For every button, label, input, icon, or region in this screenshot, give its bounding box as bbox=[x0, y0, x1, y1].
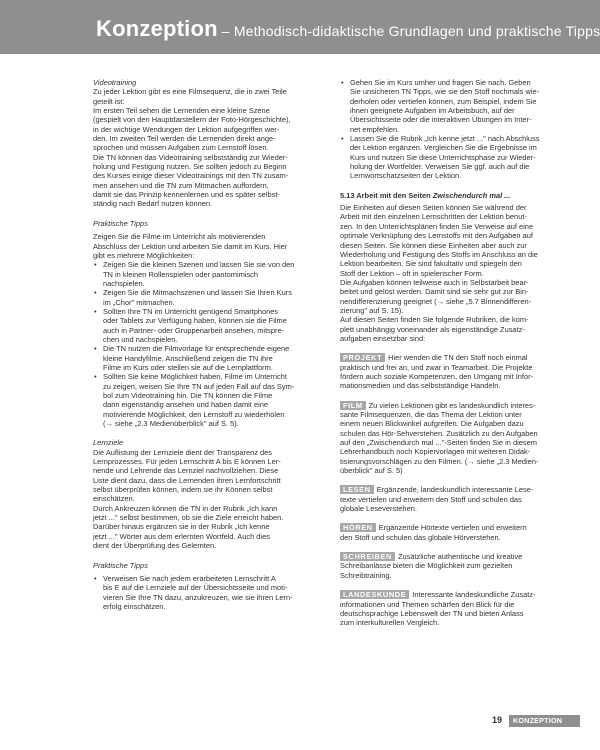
tips1-heading: Praktische Tipps bbox=[93, 218, 148, 228]
text-line: einschätzen. bbox=[93, 494, 135, 504]
bullet-line: der Lektion ergänzen. Vergleichen Sie die Ergebnisse im bbox=[350, 143, 537, 153]
text-line: Auf diesen Seiten finden Sie folgende Rubriken, die kom- bbox=[340, 315, 529, 325]
bullet-line: erfolg einschätzen. bbox=[103, 601, 166, 611]
tips1-list bbox=[93, 260, 325, 428]
bullet-item bbox=[93, 344, 325, 372]
right-top-list bbox=[340, 78, 572, 181]
bullet-line: chen und nachspielen. bbox=[103, 334, 178, 344]
rubric-line: Lehrerhandbuch noch Kopiervorlagen mit weiteren Didak- bbox=[340, 447, 531, 457]
bullet-line: • Lassen Sie die Rubrik „Ich kenne jetzt ..." nach Abschluss bbox=[350, 134, 540, 144]
rubric-hören bbox=[340, 523, 572, 542]
text-line: jetzt ..." selbst bestimmen, ob sie die Ziele erreicht haben. bbox=[93, 513, 284, 523]
bullet-line: Kurs und nutzen Sie diese Unterrichtsphase zur Wieder- bbox=[350, 152, 536, 162]
text-line: zierung" auf S. 15). bbox=[340, 305, 404, 315]
rubric-schreiben bbox=[340, 552, 572, 580]
text-line: plett unabhängig voneinander als eigenständige Zusatz- bbox=[340, 324, 525, 334]
videotraining-heading: Videotraining bbox=[93, 78, 137, 87]
section-title-italic: Zwischendurch mal ... bbox=[432, 190, 511, 200]
rubric-text: Ergänzende, landeskundlich interessante Lese- bbox=[376, 485, 534, 495]
text-line: men ansehen und die TN zum Mitmachen auffordern, bbox=[93, 180, 269, 190]
left-column bbox=[93, 78, 325, 611]
page-number: 19 bbox=[492, 715, 503, 725]
bullet-line: Filme im Kurs oder stellen sie auf die Lernplattform. bbox=[103, 362, 273, 372]
bullet-line: • Zeigen Sie die kleinen Szenen und lassen Sie sie von den bbox=[103, 260, 295, 270]
text-line: nende und Lehrende das Lernziel nachvollziehen. Diese bbox=[93, 466, 279, 476]
rubric-first-line bbox=[340, 401, 572, 410]
text-line: Im ersten Teil sehen die Lernenden eine kleine Szene bbox=[93, 106, 270, 116]
bullet-item bbox=[93, 574, 325, 611]
rubric-tag: HÖREN bbox=[340, 523, 376, 532]
rubric-line: informationen und Themen schärfen den Blick für die bbox=[340, 599, 515, 609]
rubric-line: zum interkulturellen Vergleich. bbox=[340, 618, 440, 628]
rubric-line: fördern auch soziale Kompetenzen, den Umgang mit Infor- bbox=[340, 371, 534, 381]
rubric-tag: FILM bbox=[340, 401, 366, 410]
rubric-film bbox=[340, 401, 572, 476]
bullet-line: im „Chor" mitmachen. bbox=[103, 297, 175, 307]
bullet-line: (→ siehe „2.3 Medienüberblick" auf S. 5). bbox=[103, 419, 239, 429]
text-line: aufgaben einsetzbar sind: bbox=[340, 333, 426, 343]
header-text bbox=[96, 16, 600, 42]
section-heading bbox=[340, 191, 572, 200]
bullet-item bbox=[93, 260, 325, 288]
bullet-line: ihnen geeignete Aufgaben im Arbeitsbuch, auf der bbox=[350, 106, 515, 116]
text-line: holung und Festigung nutzen. Sie sollten jedoch zu Beginn bbox=[93, 162, 287, 172]
rubric-text: Hier wenden die TN den Stoff noch einmal bbox=[388, 353, 528, 363]
rubric-line: schulen das Hör-Sehverstehen. Zusätzlich zu den Aufgaben bbox=[340, 428, 538, 438]
rubric-tag: PROJEKT bbox=[340, 353, 385, 362]
rubric-lesen bbox=[340, 485, 572, 513]
videotraining-text bbox=[93, 87, 325, 208]
bullet-line: oder Tablets zur Verfügung haben, können sie die Filme bbox=[103, 316, 287, 326]
text-line: Zeigen Sie die Filme im Unterricht als motivierenden bbox=[93, 232, 266, 242]
text-line: zen. In den Unterrichtsplänen finden Sie Verweise auf eine bbox=[340, 221, 534, 231]
right-column bbox=[340, 78, 572, 628]
rubric-text: Zu vielen Lektionen gibt es landeskundlich interes- bbox=[368, 400, 536, 410]
bullet-item bbox=[93, 288, 325, 307]
lernziele-heading: Lernziele bbox=[93, 438, 124, 448]
bullet-item bbox=[93, 307, 325, 344]
rubric-first-line bbox=[340, 590, 572, 599]
rubric-line: Schreibanlässe bieten die Möglichkeit zum gezielten bbox=[340, 561, 513, 571]
rubric-text: Zusätzliche authentische und kreative bbox=[397, 552, 523, 562]
tips1-intro bbox=[93, 232, 325, 260]
bullet-line: holung der Wortfelder. Verweisen Sie ggf. auch auf die bbox=[350, 162, 530, 172]
rubric-line: globale Leseverstehen. bbox=[340, 504, 417, 514]
text-line: Darüber hinaus ergänzen sie in der Rubrik „Ich kenne bbox=[93, 522, 270, 532]
rubric-line: texte vertiefen und erweitern den Stoff und schulen das bbox=[340, 494, 522, 504]
rubric-landeskunde bbox=[340, 590, 572, 627]
rubric-line: praktisch und frei an, und zwar in Teamarbeit. Die Projekte bbox=[340, 362, 533, 372]
bullet-item bbox=[340, 78, 572, 134]
bullet-line: zu zeigen, weisen Sie Ihre TN auf jeden Fall auf das Sym- bbox=[103, 381, 295, 391]
text-line: sprochen und müssen Aufgaben zum Lernstoff lösen. bbox=[93, 143, 269, 153]
rubrics-list bbox=[340, 353, 572, 627]
text-line: Durch Ankreuzen können die TN in der Rubrik „Ich kann bbox=[93, 503, 278, 513]
bullet-line: net empfehlen. bbox=[350, 124, 400, 134]
text-line: nendifferenzierung geeignet (→ siehe „5.7 Binnendifferen- bbox=[340, 296, 532, 306]
rubric-line: den Stoff und schulen das globale Hörverstehen. bbox=[340, 532, 501, 542]
text-line: Stoff der Lektion – oft in spielerischer Form. bbox=[340, 268, 484, 278]
rubric-first-line bbox=[340, 523, 572, 532]
bullet-line: motivierende Möglichkeit, den Lernstoff zu wiederholen bbox=[103, 409, 285, 419]
footer-section-badge: KONZEPTION bbox=[509, 715, 580, 727]
bullet-line: auch in Partner- oder Gruppenarbeit ansehen, mitspre- bbox=[103, 325, 285, 335]
bullet-line: TN in kleinen Rollenspielen oder pantomimisch bbox=[103, 269, 259, 279]
text-line: des Kurses einige dieser Videotrainings mit den TN zusam- bbox=[93, 171, 289, 181]
bullet-line: • Sollten Sie keine Möglichkeit haben, Filme im Unterricht bbox=[103, 372, 287, 382]
rubric-line: auf den „Zwischendurch mal ..."-Seiten finden Sie in diesem bbox=[340, 438, 537, 448]
text-line: den. Im zweiten Teil werden die Lernenden direkt ange- bbox=[93, 134, 276, 144]
section-text bbox=[340, 203, 572, 343]
bullet-line: Lernwortschatzseiten der Lektion. bbox=[350, 171, 462, 181]
bullet-line: • Sollten Ihre TN im Unterricht genügend Smartphones bbox=[103, 306, 279, 316]
rubric-first-line bbox=[340, 552, 572, 561]
text-line: Lektion bearbeiten. Sie sind fakultativ und spiegeln den bbox=[340, 259, 522, 269]
bullet-item bbox=[340, 134, 572, 181]
rubric-line: überblick" auf S. 5) bbox=[340, 466, 403, 476]
bullet-line: • Gehen Sie im Kurs umher und fragen Sie nach. Geben bbox=[350, 78, 531, 87]
tips2-list bbox=[93, 574, 325, 611]
text-line: Die Aufgaben können teilweise auch in Selbstarbeit bear- bbox=[340, 277, 529, 287]
rubric-tag: LESEN bbox=[340, 485, 374, 494]
text-line: Zu jeder Lektion gibt es eine Filmsequenz, die in zwei Teile bbox=[93, 87, 287, 97]
bullet-line: nachspielen. bbox=[103, 278, 145, 288]
rubric-first-line bbox=[340, 353, 572, 362]
rubric-projekt bbox=[340, 353, 572, 390]
text-line: damit sie das Prinzip kennenlernen und es später selbst- bbox=[93, 190, 280, 200]
rubric-line: sante Filmsequenzen, die das Thema der Lektion unter bbox=[340, 410, 522, 419]
text-line: Die Auflistung der Lernziele dient der Transparenz des bbox=[93, 447, 273, 457]
lernziele-text bbox=[93, 448, 325, 551]
text-line: (gespielt von den Hauptdarstellern der Foto-Hörgeschichte), bbox=[93, 115, 291, 125]
bullet-line: vieren Sie Ihre TN dazu, anzukreuzen, wie sie ihren Lern- bbox=[103, 592, 293, 602]
text-line: ständig nach Bedarf nutzen können. bbox=[93, 199, 213, 209]
text-line: diesen Seiten. Sie können diese Einheiten aber auch zur bbox=[340, 240, 527, 250]
rubric-line: einem neuen Blickwinkel aufgreifen. Die Aufgaben dazu bbox=[340, 419, 524, 429]
bullet-line: bis E auf die Lernziele auf der Übersichtsseite und moti- bbox=[103, 583, 288, 593]
text-line: optimale Verknüpfung des Lernstoffs mit den Aufgaben auf bbox=[340, 231, 533, 241]
rubric-text: Interessante landeskundliche Zusatz- bbox=[412, 590, 536, 600]
rubric-line: tisierungsvorschlägen zu den Filmen. (→ siehe „2.3 Medien- bbox=[340, 456, 539, 466]
text-line: in der wichtige Wendungen der Lektion aufgegriffen wer- bbox=[93, 124, 280, 134]
text-line: Lernprozesses. Für jeden Lernschritt A bis E können Ler- bbox=[93, 457, 281, 467]
tips2-heading: Praktische Tipps bbox=[93, 560, 148, 570]
rubric-line: deutschsprachige Lebenswelt der TN und bieten Anlass bbox=[340, 608, 524, 618]
rubric-text: Ergänzende Hörtexte vertiefen und erweitern bbox=[378, 523, 527, 533]
text-line: Liste dient dazu, dass die Lernenden ihren Lernfortschritt bbox=[93, 475, 281, 485]
text-line: gibt es mehrere Möglichkeiten: bbox=[93, 250, 195, 260]
section-number-title: 5.13 Arbeit mit den Seiten bbox=[340, 190, 433, 200]
bullet-line: • Verweisen Sie nach jedem erarbeiteten Lernschritt A bbox=[103, 573, 276, 583]
text-line: selbst überprüfen können, indem sie ihr Können selbst bbox=[93, 485, 273, 495]
rubric-tag: LANDESKUNDE bbox=[340, 590, 409, 599]
rubric-line: Schreibtraining. bbox=[340, 570, 392, 580]
bullet-item bbox=[93, 372, 325, 428]
rubric-tag: SCHREIBEN bbox=[340, 552, 395, 561]
text-line: Die TN können das Videotraining selbstständig zur Wieder- bbox=[93, 152, 288, 162]
text-line: Arbeit mit den einzelnen Lernschritten der Lektion benut- bbox=[340, 212, 527, 222]
rubric-line: mationsmedien und das selbstständige Handeln. bbox=[340, 381, 501, 391]
bullet-line: Sie unsicheren TN Tipps, wie sie den Stoff nochmals wie- bbox=[350, 87, 540, 97]
rubric-first-line bbox=[340, 485, 572, 494]
text-line: geteilt ist: bbox=[93, 96, 125, 106]
bullet-line: • Zeigen Sie die Mitmachszenen und lassen Sie Ihren Kurs bbox=[103, 288, 292, 298]
text-line: beitet und gelöst werden. Damit sind sie sehr gut zur Bin- bbox=[340, 287, 529, 297]
bullet-line: kleine Handyfilme. Anschließend zeigen die TN ihre bbox=[103, 353, 273, 363]
text-line: jetzt ..." Wörter aus dem erlernten Wortfeld. Auch dies bbox=[93, 531, 270, 541]
text-line: Abschluss der Lektion und arbeiten Sie damit im Kurs. Hier bbox=[93, 241, 288, 251]
bullet-line: Übersichtsseite oder die interaktiven Übungen im Inter- bbox=[350, 115, 532, 125]
text-line: Wiederholung und Festigung des Stoffs im Anschluss an die bbox=[340, 249, 538, 259]
page-title: Konzeption bbox=[96, 16, 218, 41]
page-subtitle: – Methodisch-didaktische Grundlagen und praktische Tipps bbox=[221, 23, 600, 39]
text-line: dient der Überprüfung des Gelernten. bbox=[93, 541, 217, 551]
page-header bbox=[0, 0, 600, 54]
bullet-line: • Die TN nutzen die Filmvorlage für entsprechende eigene bbox=[103, 344, 290, 354]
bullet-line: dann eigenständig ansehen und haben damit eine bbox=[103, 400, 269, 410]
text-line: Die Einheiten auf diesen Seiten können Sie während der bbox=[340, 203, 527, 213]
bullet-line: derholen oder vertiefen können, zum Beispiel, indem Sie bbox=[350, 96, 537, 106]
bullet-line: bol zum Videotraining hin. Die TN können die Filme bbox=[103, 391, 273, 400]
